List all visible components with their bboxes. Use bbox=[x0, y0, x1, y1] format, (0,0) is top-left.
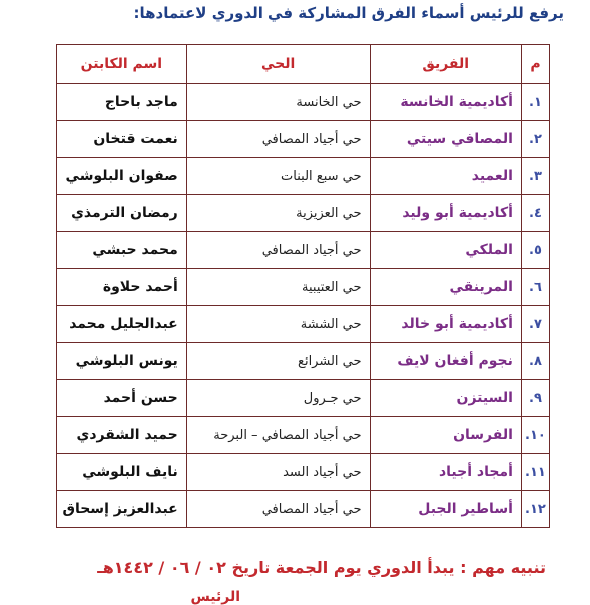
area-name: حي جـرول bbox=[186, 380, 370, 417]
table-row bbox=[57, 158, 550, 195]
team-name: المصافي سيتي bbox=[370, 121, 521, 158]
table-row bbox=[57, 380, 550, 417]
table-row bbox=[57, 306, 550, 343]
team-name: العميد bbox=[370, 158, 521, 195]
team-name: أكاديمية الخانسة bbox=[370, 84, 521, 121]
captain-name: ماجد باحاج bbox=[57, 84, 187, 121]
table-row bbox=[57, 417, 550, 454]
row-number: ١١. bbox=[521, 454, 549, 491]
team-name: الفرسان bbox=[370, 417, 521, 454]
captain-name: نعمت قتخان bbox=[57, 121, 187, 158]
team-name: أمجاد أجياد bbox=[370, 454, 521, 491]
row-number: ٨. bbox=[521, 343, 549, 380]
row-number: ٤. bbox=[521, 195, 549, 232]
table-row bbox=[57, 232, 550, 269]
table-row bbox=[57, 121, 550, 158]
captain-name: محمد حبشي bbox=[57, 232, 187, 269]
captain-name: عبدالجليل محمد bbox=[57, 306, 187, 343]
team-name: الملكي bbox=[370, 232, 521, 269]
team-name: السيتزن bbox=[370, 380, 521, 417]
header-area: الحي bbox=[186, 45, 370, 84]
row-number: ١٢. bbox=[521, 491, 549, 528]
header-number: م bbox=[521, 45, 549, 84]
table-row bbox=[57, 269, 550, 306]
team-name: أساطير الجبل bbox=[370, 491, 521, 528]
captain-name: حميد الشقردي bbox=[57, 417, 187, 454]
team-name: المرينقي bbox=[370, 269, 521, 306]
area-name: حي الخانسة bbox=[186, 84, 370, 121]
area-name: حي أجياد السد bbox=[186, 454, 370, 491]
captain-name: رمضان الترمذي bbox=[57, 195, 187, 232]
area-name: حي أجياد المصافي bbox=[186, 491, 370, 528]
row-number: ٣. bbox=[521, 158, 549, 195]
team-name: أكاديمية أبو وليد bbox=[370, 195, 521, 232]
teams-table bbox=[56, 44, 550, 528]
area-name: حي أجياد المصافي bbox=[186, 232, 370, 269]
table-header-row bbox=[57, 45, 550, 84]
area-name: حي سبع البنات bbox=[186, 158, 370, 195]
area-name: حي الششة bbox=[186, 306, 370, 343]
captain-name: نايف البلوشي bbox=[57, 454, 187, 491]
captain-name: أحمد حلاوة bbox=[57, 269, 187, 306]
captain-name: صفوان البلوشي bbox=[57, 158, 187, 195]
area-name: حي العتيبية bbox=[186, 269, 370, 306]
captain-name: حسن أحمد bbox=[57, 380, 187, 417]
area-name: حي الشرائع bbox=[186, 343, 370, 380]
area-name: حي العزيزية bbox=[186, 195, 370, 232]
header-team: الفريق bbox=[370, 45, 521, 84]
row-number: ٢. bbox=[521, 121, 549, 158]
row-number: ٩. bbox=[521, 380, 549, 417]
row-number: ٥. bbox=[521, 232, 549, 269]
table-row bbox=[57, 491, 550, 528]
table-row bbox=[57, 343, 550, 380]
table-body bbox=[57, 84, 550, 528]
team-name: أكاديمية أبو خالد bbox=[370, 306, 521, 343]
row-number: ١٠. bbox=[521, 417, 549, 454]
captain-name: عبدالعزيز إسحاق bbox=[57, 491, 187, 528]
table-row bbox=[57, 84, 550, 121]
table-row bbox=[57, 454, 550, 491]
row-number: ١. bbox=[521, 84, 549, 121]
header-captain: اسم الكابتن bbox=[57, 45, 187, 84]
area-name: حي أجياد المصافي – البرحة bbox=[186, 417, 370, 454]
intro-text: يرفع للرئيس أسماء الفرق المشاركة في الدوري لاعتمادها: bbox=[133, 4, 564, 22]
captain-name: يونس البلوشي bbox=[57, 343, 187, 380]
row-number: ٦. bbox=[521, 269, 549, 306]
row-number: ٧. bbox=[521, 306, 549, 343]
important-notice: تنبيه مهم : يبدأ الدوري يوم الجمعة تاريخ ٠٢ / ٠٦ / ١٤٤٢هـ bbox=[97, 558, 546, 577]
team-name: نجوم أفغان لايف bbox=[370, 343, 521, 380]
table-row bbox=[57, 195, 550, 232]
area-name: حي أجياد المصافي bbox=[186, 121, 370, 158]
cut-off-text: الرئيس bbox=[190, 589, 240, 605]
